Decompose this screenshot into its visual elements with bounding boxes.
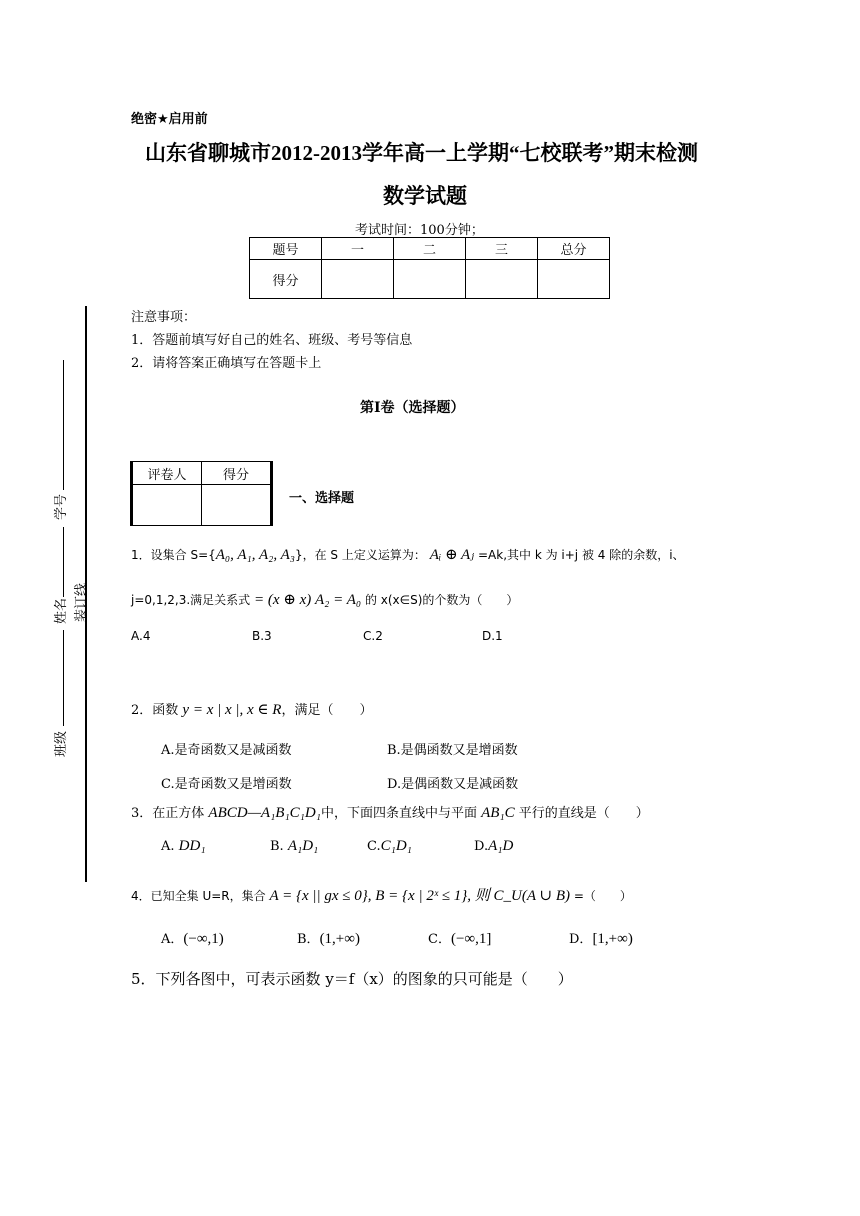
q4-option-d bbox=[569, 928, 633, 948]
q3-text: 中，下面四条直线中与平面 bbox=[320, 806, 477, 821]
confidential-mark: 绝密★启用前 bbox=[131, 112, 208, 127]
grader-header-cell: 评卷人 bbox=[132, 462, 202, 485]
q4-option-math: (1,+∞) bbox=[319, 931, 360, 947]
q2-option-d: D.是偶函数又是减函数 bbox=[387, 777, 519, 792]
binding-label: 装订线 bbox=[74, 582, 89, 622]
q3-text: 3．在正方体 bbox=[131, 806, 205, 821]
score-cell[interactable] bbox=[322, 260, 394, 299]
q4-option-math: (−∞,1] bbox=[450, 931, 492, 947]
student-id-blank bbox=[63, 360, 64, 490]
q3-cube-math: ABCD—A₁B₁C₁D₁ bbox=[208, 805, 321, 821]
name-blank bbox=[63, 527, 64, 597]
q2-math: y = x | x |, x ∈ R bbox=[182, 702, 282, 718]
section-heading: 一、选择题 bbox=[289, 491, 355, 506]
q2-option-c: C.是奇函数又是增函数 bbox=[161, 777, 292, 792]
q1-set-math: A₀, A₁, A₂, A₃ bbox=[215, 547, 295, 563]
question-1-line-2 bbox=[131, 590, 518, 609]
q2-text: ，满足（ ） bbox=[281, 703, 373, 718]
q3-option-math: A₁D bbox=[488, 838, 514, 854]
grader-header-cell: 得分 bbox=[202, 462, 272, 485]
q4-option-math: (−∞,1) bbox=[183, 931, 224, 947]
q3-option-label: D. bbox=[474, 839, 489, 854]
q4-option-label: B． bbox=[297, 932, 320, 947]
q2-option-b: B.是偶函数又是增函数 bbox=[387, 743, 518, 758]
q4-text: =（ ） bbox=[573, 889, 632, 903]
q3-option-math: A₁D₁ bbox=[287, 838, 319, 854]
q1-text: 1．设集合 S={ bbox=[131, 548, 216, 562]
name-label: 姓名 bbox=[54, 597, 69, 624]
volume-heading: 第I卷（选择题） bbox=[360, 400, 465, 416]
q1-relation-math: = (x ⊕ x) A₂ = A₀ bbox=[254, 592, 362, 608]
q3-option-d bbox=[474, 838, 513, 855]
q4-option-c bbox=[428, 928, 491, 948]
question-2-stem bbox=[131, 699, 372, 719]
score-header-cell: 三 bbox=[466, 238, 538, 260]
class-label: 班级 bbox=[54, 730, 69, 757]
student-id-label: 学号 bbox=[54, 493, 69, 520]
q4-option-label: D． bbox=[569, 932, 593, 947]
q3-plane-math: AB₁C bbox=[481, 805, 515, 821]
q3-option-label: C. bbox=[367, 839, 381, 854]
q1-text: 的 x(x∈S)的个数为（ ） bbox=[364, 593, 519, 607]
exam-title: 山东省聊城市2012-2013学年高一上学期“七校联考”期末检测 bbox=[145, 141, 698, 165]
q4-math: A = {x || gx ≤ 0}, B = {x | 2ˣ ≤ 1}, 则 C_U(A ∪ B) bbox=[269, 888, 571, 904]
q1-text: =Ak,其中 k 为 i+j 被 4 除的余数，i、 bbox=[477, 548, 685, 562]
q1-text: j=0,1,2,3.满足关系式 bbox=[131, 593, 251, 607]
q4-text: 4．已知全集 U=R，集合 bbox=[131, 889, 266, 903]
q1-text: }，在 S 上定义运算为： bbox=[294, 548, 426, 562]
score-header-cell: 二 bbox=[394, 238, 466, 260]
notice-item: 2．请将答案正确填写在答题卡上 bbox=[131, 356, 322, 371]
score-table bbox=[249, 237, 610, 299]
q3-option-c bbox=[367, 838, 412, 855]
grader-cell[interactable] bbox=[202, 485, 272, 526]
q2-text: 2．函数 bbox=[131, 703, 179, 718]
score-table-row bbox=[250, 260, 610, 299]
q4-option-b bbox=[297, 928, 360, 948]
q4-option-a bbox=[161, 928, 224, 948]
q4-option-label: A． bbox=[161, 932, 184, 947]
q3-option-math: C₁D₁ bbox=[380, 838, 412, 854]
q4-option-label: C． bbox=[428, 932, 451, 947]
q1-option-c: C.2 bbox=[363, 629, 383, 643]
q2-option-a: A.是奇函数又是减函数 bbox=[161, 743, 292, 758]
notice-title: 注意事项： bbox=[131, 310, 197, 325]
q3-option-label: B. bbox=[270, 839, 284, 854]
q1-option-d: D.1 bbox=[482, 629, 503, 643]
q1-option-b: B.3 bbox=[252, 629, 272, 643]
q3-option-math: DD₁ bbox=[178, 838, 206, 854]
score-header-cell: 一 bbox=[322, 238, 394, 260]
grader-cell[interactable] bbox=[132, 485, 202, 526]
exam-time: 考试时间：100分钟； bbox=[355, 223, 484, 238]
exam-subtitle: 数学试题 bbox=[383, 184, 467, 208]
grader-table bbox=[130, 461, 273, 526]
q1-option-a: A.4 bbox=[131, 629, 151, 643]
q3-text: 平行的直线是（ ） bbox=[518, 806, 649, 821]
q4-option-math: [1,+∞) bbox=[592, 931, 633, 947]
score-table-header bbox=[250, 238, 610, 260]
q1-op-math: Aᵢ ⊕ Aⱼ bbox=[429, 547, 475, 563]
q3-option-label: A. bbox=[161, 839, 175, 854]
score-header-cell: 总分 bbox=[538, 238, 610, 260]
score-row-label: 得分 bbox=[250, 260, 322, 299]
q3-option-b bbox=[270, 838, 318, 855]
grader-table-row bbox=[132, 485, 272, 526]
grader-table-header bbox=[132, 462, 272, 485]
notice-item: 1．答题前填写好自己的姓名、班级、考号等信息 bbox=[131, 333, 413, 348]
score-cell[interactable] bbox=[538, 260, 610, 299]
question-5-stem: 5．下列各图中，可表示函数 y＝f（x）的图象的只可能是（ ） bbox=[131, 970, 573, 988]
score-cell[interactable] bbox=[466, 260, 538, 299]
question-1-line-1 bbox=[131, 545, 685, 564]
score-cell[interactable] bbox=[394, 260, 466, 299]
question-3-stem bbox=[131, 802, 649, 822]
q3-option-a bbox=[161, 838, 206, 855]
score-header-cell: 题号 bbox=[250, 238, 322, 260]
class-blank bbox=[63, 630, 64, 726]
question-4-stem bbox=[131, 884, 632, 905]
